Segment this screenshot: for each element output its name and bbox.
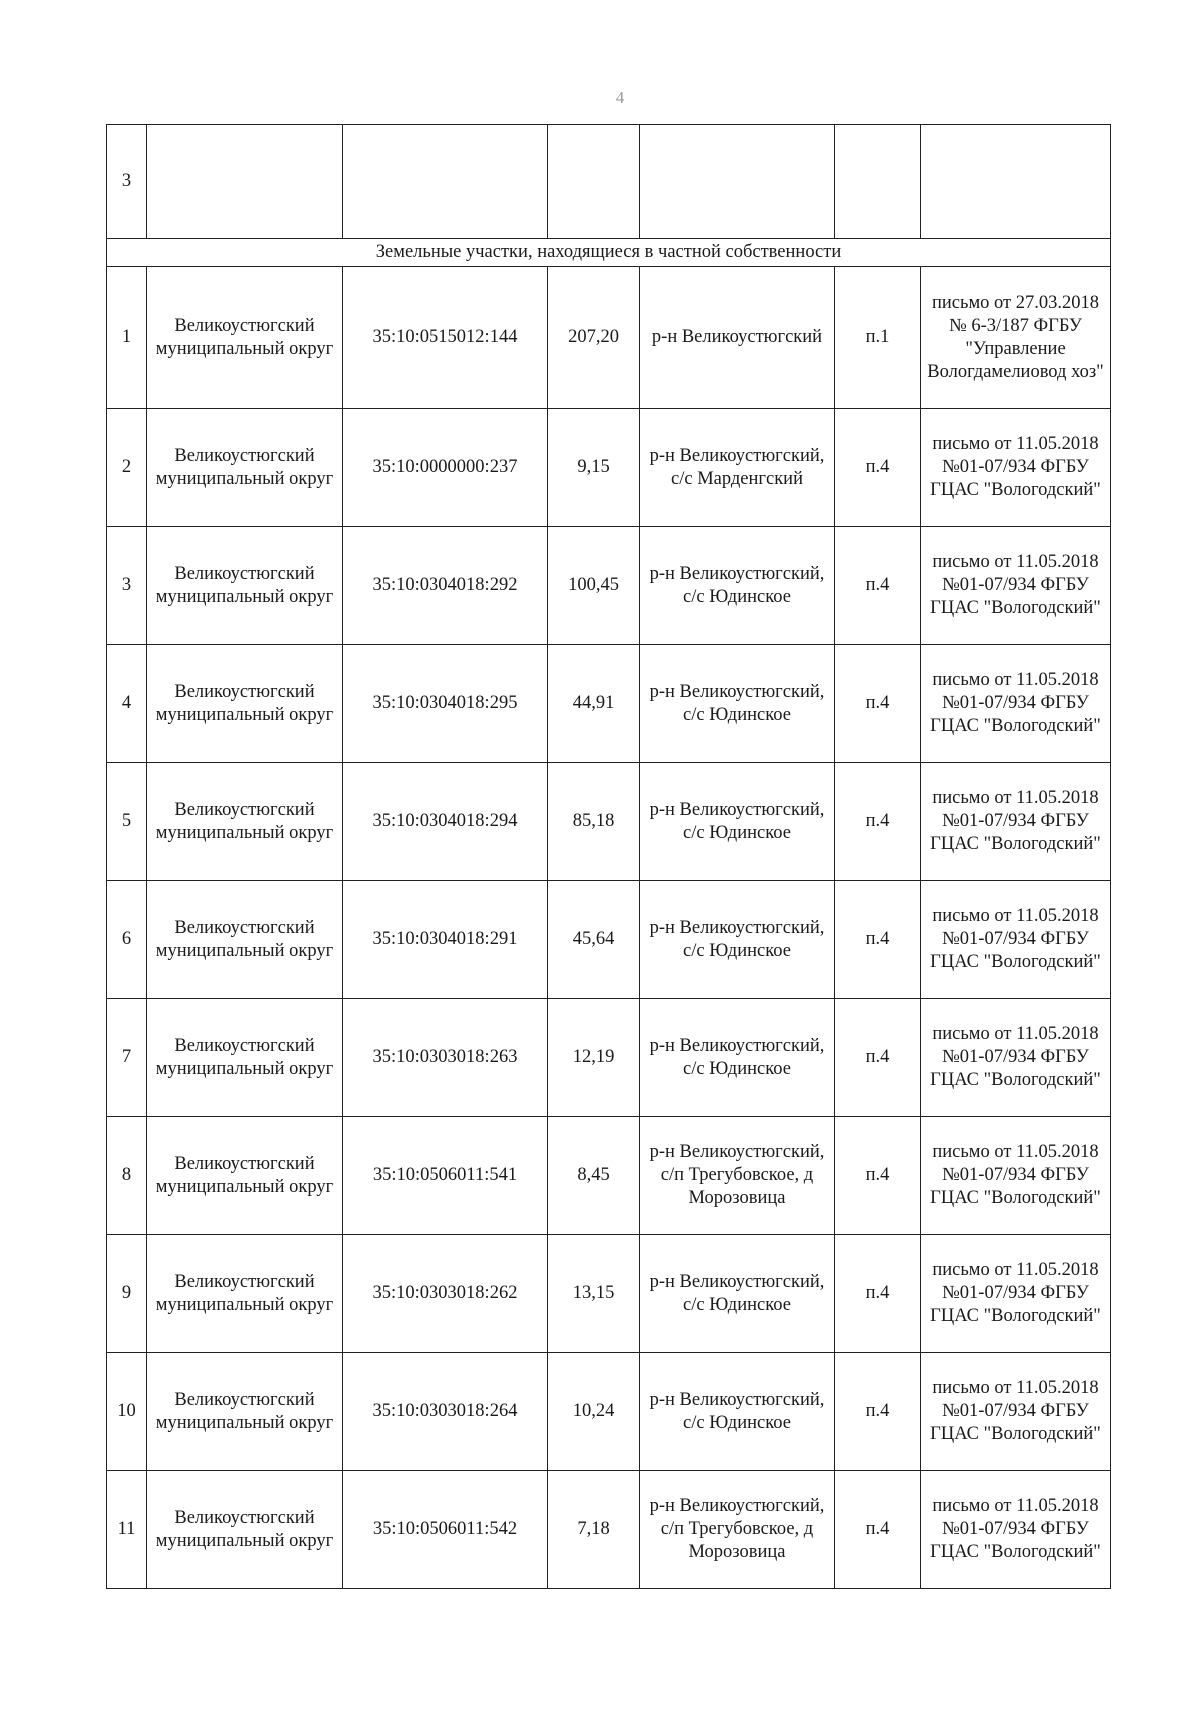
row-number-cell: 8 [107,1117,147,1235]
row-number-cell: 7 [107,999,147,1117]
cadastral-number-cell: 35:10:0304018:295 [343,645,548,763]
area-cell: 207,20 [548,267,640,409]
clause-cell: п.4 [835,409,921,527]
empty-cell [921,125,1111,239]
owner-cell: Великоустюгский муниципальный округ [147,267,343,409]
cadastral-number-cell: 35:10:0304018:291 [343,881,548,999]
section-title: Земельные участки, находящиеся в частной собственности [107,239,1111,267]
clause-cell: п.4 [835,645,921,763]
owner-cell: Великоустюгский муниципальный округ [147,527,343,645]
row-number-cell: 5 [107,763,147,881]
area-cell: 8,45 [548,1117,640,1235]
location-cell: р-н Великоустюгский, с/п Трегубовское, д Морозовица [640,1471,835,1589]
clause-cell: п.4 [835,881,921,999]
area-cell: 10,24 [548,1353,640,1471]
area-cell: 7,18 [548,1471,640,1589]
location-cell: р-н Великоустюгский, с/с Марденгский [640,409,835,527]
empty-cell [835,125,921,239]
clause-cell: п.4 [835,527,921,645]
table-row [107,527,1111,645]
area-cell: 44,91 [548,645,640,763]
cadastral-number-cell: 35:10:0303018:262 [343,1235,548,1353]
empty-cell [548,125,640,239]
table-row [107,999,1111,1117]
section-header-row [107,239,1111,267]
location-cell: р-н Великоустюгский, с/с Юдинское [640,1235,835,1353]
clause-cell: п.4 [835,1353,921,1471]
document-reference-cell: письмо от 11.05.2018 №01-07/934 ФГБУ ГЦАС "Вологодский" [921,1471,1111,1589]
cadastral-number-cell: 35:10:0506011:542 [343,1471,548,1589]
clause-cell: п.4 [835,999,921,1117]
document-reference-cell: письмо от 11.05.2018 №01-07/934 ФГБУ ГЦАС "Вологодский" [921,1117,1111,1235]
table-row [107,267,1111,409]
page-number: 4 [615,88,625,107]
area-cell: 45,64 [548,881,640,999]
clause-cell: п.4 [835,1235,921,1353]
cadastral-number-cell: 35:10:0304018:292 [343,527,548,645]
owner-cell: Великоустюгский муниципальный округ [147,1117,343,1235]
location-cell: р-н Великоустюгский [640,267,835,409]
row-number-cell: 1 [107,267,147,409]
location-cell: р-н Великоустюгский, с/с Юдинское [640,527,835,645]
land-plots-table [106,124,1111,1589]
owner-cell: Великоустюгский муниципальный округ [147,881,343,999]
table-row [107,1471,1111,1589]
location-cell: р-н Великоустюгский, с/с Юдинское [640,763,835,881]
owner-cell: Великоустюгский муниципальный округ [147,1353,343,1471]
table-row [107,1235,1111,1353]
table-row [107,1117,1111,1235]
cadastral-number-cell: 35:10:0000000:237 [343,409,548,527]
row-number-cell: 6 [107,881,147,999]
row-number-cell: 10 [107,1353,147,1471]
area-cell: 12,19 [548,999,640,1117]
table-row [107,645,1111,763]
document-reference-cell: письмо от 11.05.2018 №01-07/934 ФГБУ ГЦАС "Вологодский" [921,409,1111,527]
row-number-cell: 2 [107,409,147,527]
table-row [107,881,1111,999]
location-cell: р-н Великоустюгский, с/с Юдинское [640,999,835,1117]
document-reference-cell: письмо от 11.05.2018 №01-07/934 ФГБУ ГЦАС "Вологодский" [921,763,1111,881]
document-reference-cell: письмо от 11.05.2018 №01-07/934 ФГБУ ГЦАС "Вологодский" [921,1353,1111,1471]
clause-cell: п.1 [835,267,921,409]
owner-cell: Великоустюгский муниципальный округ [147,763,343,881]
row-number-cell: 3 [107,527,147,645]
document-reference-cell: письмо от 11.05.2018 №01-07/934 ФГБУ ГЦАС "Вологодский" [921,999,1111,1117]
location-cell: р-н Великоустюгский, с/п Трегубовское, д Морозовица [640,1117,835,1235]
document-reference-cell: письмо от 11.05.2018 №01-07/934 ФГБУ ГЦАС "Вологодский" [921,645,1111,763]
empty-cell [147,125,343,239]
document-reference-cell: письмо от 27.03.2018 № 6-3/187 ФГБУ "Управление Вологдамелиовод хоз" [921,267,1111,409]
cadastral-number-cell: 35:10:0303018:264 [343,1353,548,1471]
clause-cell: п.4 [835,763,921,881]
table-row [107,763,1111,881]
row-index-cell: 3 [107,125,147,239]
cadastral-number-cell: 35:10:0304018:294 [343,763,548,881]
document-reference-cell: письмо от 11.05.2018 №01-07/934 ФГБУ ГЦАС "Вологодский" [921,527,1111,645]
owner-cell: Великоустюгский муниципальный округ [147,645,343,763]
cadastral-number-cell: 35:10:0303018:263 [343,999,548,1117]
document-reference-cell: письмо от 11.05.2018 №01-07/934 ФГБУ ГЦАС "Вологодский" [921,1235,1111,1353]
row-number-cell: 9 [107,1235,147,1353]
row-number-cell: 4 [107,645,147,763]
empty-cell [343,125,548,239]
location-cell: р-н Великоустюгский, с/с Юдинское [640,881,835,999]
cadastral-number-cell: 35:10:0515012:144 [343,267,548,409]
location-cell: р-н Великоустюгский, с/с Юдинское [640,1353,835,1471]
area-cell: 100,45 [548,527,640,645]
area-cell: 9,15 [548,409,640,527]
table-row-continuation [107,125,1111,239]
empty-cell [640,125,835,239]
owner-cell: Великоустюгский муниципальный округ [147,999,343,1117]
owner-cell: Великоустюгский муниципальный округ [147,1235,343,1353]
owner-cell: Великоустюгский муниципальный округ [147,409,343,527]
document-reference-cell: письмо от 11.05.2018 №01-07/934 ФГБУ ГЦАС "Вологодский" [921,881,1111,999]
row-number-cell: 11 [107,1471,147,1589]
area-cell: 13,15 [548,1235,640,1353]
clause-cell: п.4 [835,1471,921,1589]
clause-cell: п.4 [835,1117,921,1235]
owner-cell: Великоустюгский муниципальный округ [147,1471,343,1589]
table-row [107,409,1111,527]
table-row [107,1353,1111,1471]
location-cell: р-н Великоустюгский, с/с Юдинское [640,645,835,763]
area-cell: 85,18 [548,763,640,881]
cadastral-number-cell: 35:10:0506011:541 [343,1117,548,1235]
